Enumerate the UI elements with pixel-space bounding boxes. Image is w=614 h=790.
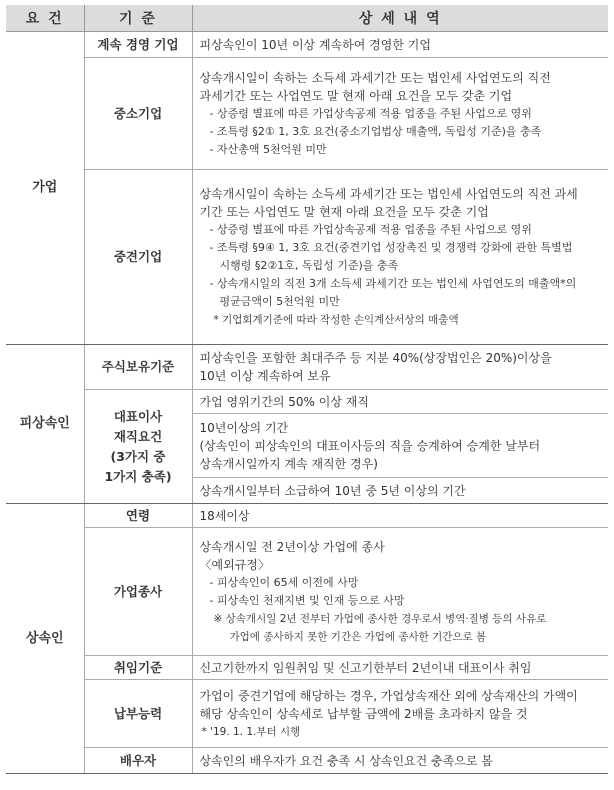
detail-spouse: 상속인의 배우자가 요건 충족 시 상속인요건 충족으로 봄 <box>192 748 608 774</box>
table-row <box>6 656 608 680</box>
requirements-table <box>6 5 608 774</box>
table-row <box>6 170 608 345</box>
requirement-business: 가업 <box>6 32 84 345</box>
detail-continuous-management: 피상속인이 10년 이상 계속하여 경영한 기업 <box>192 32 608 58</box>
detail-shareholding: 피상속인을 포함한 최대주주 등 지분 40%(상장법인은 20%)이상을 10년 이상 계속하여 보유 <box>192 345 608 390</box>
criterion-spouse: 배우자 <box>84 748 192 774</box>
header-details: 상 세 내 역 <box>192 5 608 32</box>
table-row <box>6 680 608 748</box>
header-criterion: 기 준 <box>84 5 192 32</box>
criterion-business-involvement: 가업종사 <box>84 528 192 656</box>
table-row <box>6 504 608 528</box>
detail-ceo-option-1: 가업 영위기간의 50% 이상 재직 <box>192 390 608 414</box>
detail-midsize: 상속개시일이 속하는 소득세 과세기간 또는 법인세 사업연도의 직전 과세 기간 또는 사업연도 말 현재 아래 요건을 모두 갖춘 기업 - 상증령 별표에 따른 가업상속공제 적용 업종을 주된 사업으로 영위 - 조특령 §9④ 1, 3호 요건(중견기업 성장촉진 및 경쟁력 강화에 관한 특별법 시행령 §2②1호, 독립성 기준)을 충족 - 상속개시일의 직전 3개 소득세 과세기간 또는 법인세 사업연도의 매출액*의 평균금액이 5천억원 미만 * 기업회계기준에 따라 작성한 손익계산서상의 매출액 <box>192 170 608 345</box>
criterion-appointment: 취임기준 <box>84 656 192 680</box>
criterion-continuous-management: 계속 경영 기업 <box>84 32 192 58</box>
criterion-age: 연령 <box>84 504 192 528</box>
table-row <box>6 32 608 58</box>
header-requirement: 요 건 <box>6 5 84 32</box>
table-row <box>6 390 608 414</box>
detail-sme: 상속개시일이 속하는 소득세 과세기간 또는 법인세 사업연도의 직전 과세기간 또는 사업연도 말 현재 아래 요건을 모두 갖춘 기업 - 상증령 별표에 따른 가업상속공제 적용 업종을 주된 사업으로 영위 - 조특령 §2① 1, 3호 요건(중소기업법상 매출액, 독립성 기준)을 충족 - 자산총액 5천억원 미만 <box>192 58 608 170</box>
table-row <box>6 748 608 774</box>
table-row <box>6 345 608 390</box>
criterion-ceo-tenure: 대표이사 재직요건 (3가지 중 1가지 충족) <box>84 390 192 504</box>
detail-appointment: 신고기한까지 임원취임 및 신고기한부터 2년이내 대표이사 취임 <box>192 656 608 680</box>
detail-age: 18세이상 <box>192 504 608 528</box>
requirement-decedent: 피상속인 <box>6 345 84 504</box>
criterion-payment-ability: 납부능력 <box>84 680 192 748</box>
table-row <box>6 58 608 170</box>
detail-business-involvement: 상속개시일 전 2년이상 가업에 종사 〈예외규정〉 - 피상속인이 65세 이전에 사망 - 피상속인 천재지변 및 인재 등으로 사망 ※ 상속개시일 2년 전부터 가업에 종사한 경우로서 병역·질병 등의 사유로 가업에 종사하지 못한 기간은 가업에 종사한 기간으로 봄 <box>192 528 608 656</box>
requirement-heir: 상속인 <box>6 504 84 774</box>
criterion-midsize: 중견기업 <box>84 170 192 345</box>
criterion-sme: 중소기업 <box>84 58 192 170</box>
header-row <box>6 5 608 32</box>
criterion-shareholding: 주식보유기준 <box>84 345 192 390</box>
detail-ceo-option-3: 상속개시일부터 소급하여 10년 중 5년 이상의 기간 <box>192 478 608 504</box>
detail-ceo-option-2: 10년이상의 기간 (상속인이 피상속인의 대표이사등의 직을 승계하여 승계한 날부터 상속개시일까지 계속 재직한 경우) <box>192 414 608 478</box>
detail-payment-ability: 가업이 중견기업에 해당하는 경우, 가업상속재산 외에 상속재산의 가액이 해당 상속인이 상속세로 납부할 금액에 2배를 초과하지 않을 것 * '19. 1. 1.부터 시행 <box>192 680 608 748</box>
table-row <box>6 528 608 656</box>
